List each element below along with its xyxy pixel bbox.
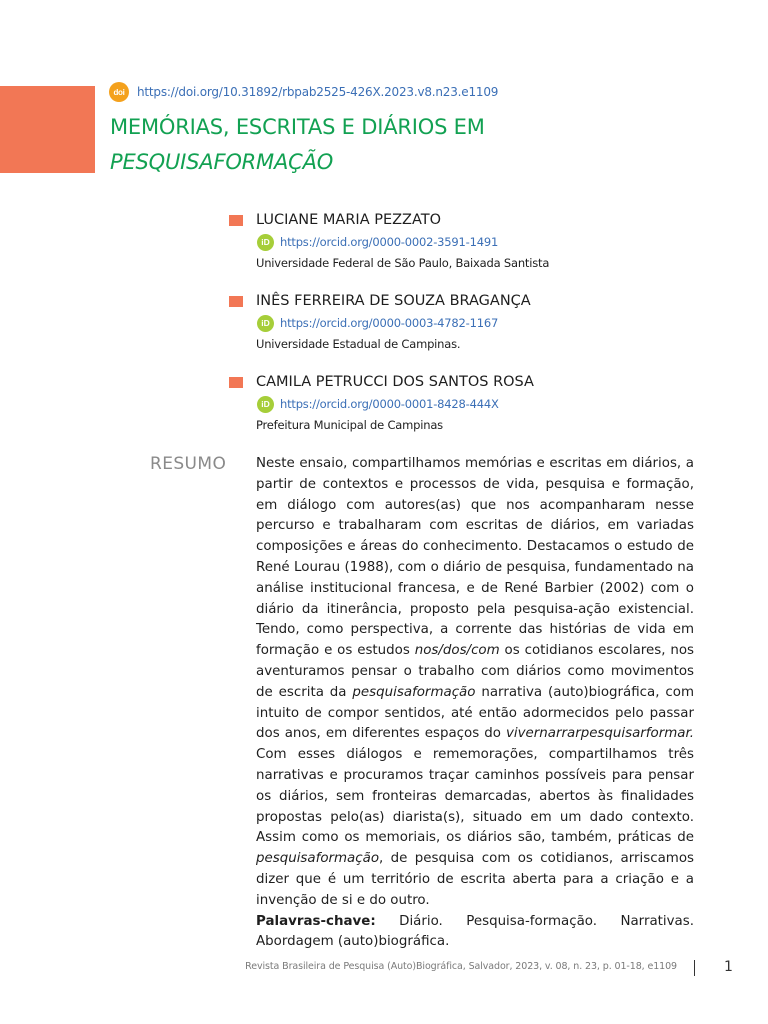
author-marker [229,296,243,307]
author-name: INÊS FERREIRA DE SOUZA BRAGANÇA [256,293,531,309]
author-block [229,371,729,435]
article-title [110,110,670,180]
abstract-text: narrativa (auto)biográfica, com intuito de compor sentidos, até então adormecidos pelo passar dos anos, em diferentes espaços do [256,684,694,742]
author-marker [229,377,243,388]
orcid-link[interactable]: https://orcid.org/0000-0002-3591-1491 [280,235,499,249]
author-name-row [229,371,729,393]
footer-divider [694,960,695,976]
author-name: LUCIANE MARIA PEZZATO [256,212,442,228]
orcid-link[interactable]: https://orcid.org/0000-0001-8428-444X [280,397,499,411]
keywords [256,912,694,954]
doi-row [109,82,498,102]
abstract-emphasis: pesquisaformação [256,851,380,867]
keywords-label: Palavras-chave: [256,913,376,929]
abstract-paragraph [256,454,694,912]
abstract-text: Com esses diálogos e rememorações, compartilhamos três narrativas e procuramos traçar caminhos possíveis para pensar os diários, sem fronteiras demarcadas, abertos às finalidades propostas pelo(as) diarista(s), situado em um dado contexto. Assim como os memoriais, os diários são, também, práticas de [256,747,694,846]
abstract-label: RESUMO [150,454,227,474]
orcid-link[interactable]: https://orcid.org/0000-0003-4782-1167 [280,316,499,330]
author-block [229,290,729,354]
keywords-text: Diário. Pesquisa-formação. Narrativas. Abordagem (auto)biográfica. [256,913,694,950]
page-footer [0,958,768,978]
doi-link[interactable]: https://doi.org/10.31892/rbpab2525-426X.2023.v8.n23.e1109 [137,85,499,99]
abstract-body [256,454,694,953]
page-number: 1 [724,959,733,975]
doi-icon: doi [109,82,129,102]
orcid-icon: iD [257,396,274,413]
author-name-row [229,209,729,231]
title-line-2: PESQUISAFORMAÇÃO [110,150,334,174]
author-name: CAMILA PETRUCCI DOS SANTOS ROSA [256,374,534,390]
abstract-text: , de pesquisa com os cotidianos, arriscamos dizer que é um território de escrita aberta para a criação e a invenção de si e do outro. [256,851,694,908]
author-affiliation: Universidade Estadual de Campinas. [256,337,461,351]
abstract-text: os cotidianos escolares, nos aventuramos pensar o trabalho com diários como movimentos de escrita da [256,643,694,700]
title-line-1: MEMÓRIAS, ESCRITAS E DIÁRIOS EM [110,115,485,139]
orcid-icon: iD [257,315,274,332]
author-marker [229,215,243,226]
abstract-emphasis: pesquisaformação [352,684,476,700]
orcid-row [257,393,729,415]
abstract-emphasis: vivernarrarpesquisarformar. [505,726,694,742]
author-name-row [229,290,729,312]
author-affiliation: Universidade Federal de São Paulo, Baixada Santista [256,256,550,270]
author-affiliation: Prefeitura Municipal de Campinas [256,418,443,432]
abstract-text: Neste ensaio, compartilhamos memórias e escritas em diários, a partir de contextos e processos de vida, pesquisa e formação, em diálogo com autores(as) que nos acompanharam nesse percurso e trabalharam com escritas de diários, em variadas composições e áreas do conhecimento. Destacamos o estudo de René Lourau (1988), com o diário de pesquisa, fundamentado na análise institucional francesa, e de René Barbier (2002) com o diário da itinerância, proposto pela pesquisa-ação existencial. Tendo, como perspectiva, a corrente das histórias de vida em formação e os estudos [256,456,694,659]
author-block [229,209,729,273]
abstract-emphasis: nos/dos/com [414,643,500,659]
accent-block [0,86,95,173]
journal-citation: Revista Brasileira de Pesquisa (Auto)Biográfica, Salvador, 2023, v. 08, n. 23, p. 01-18, e1109 [245,961,677,972]
orcid-row [257,231,729,253]
orcid-icon: iD [257,234,274,251]
orcid-row [257,312,729,334]
